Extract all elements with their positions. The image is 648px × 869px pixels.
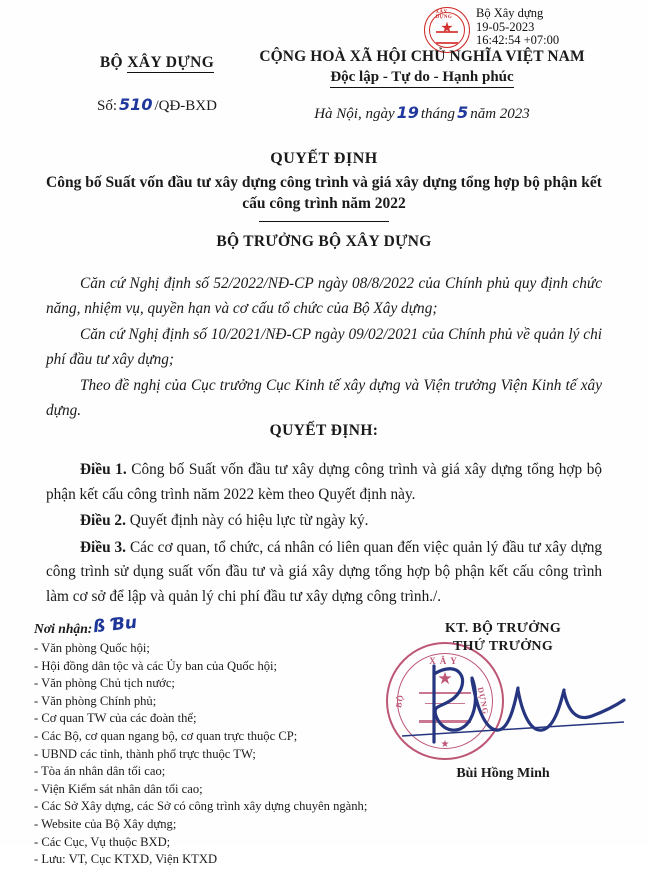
list-item: - UBND các tỉnh, thành phố trực thuộc TW;	[34, 746, 256, 761]
place-and-date	[252, 103, 592, 123]
document-footer	[0, 612, 648, 867]
signatory-title	[378, 620, 628, 656]
document-header	[0, 48, 648, 128]
list-item: - Hội đồng dân tộc và các Ủy ban của Quốc hội;	[34, 658, 278, 673]
article-item	[46, 536, 602, 610]
list-item: - Lưu: VT, Cục KTXD, Viện KTXD	[34, 852, 218, 867]
seal-left-text: BỘ	[393, 693, 406, 709]
signatory-title-line1: KT. BỘ TRƯỞNG	[444, 621, 562, 636]
article-text: Các cơ quan, tổ chức, cá nhân có liên quan đến việc quản lý đầu tư xây dựng công trình sử dụng suất vốn đầu tư và giá xây dựng tổng hợp bộ phận kết cấu công trình làm cơ sở để lập và quản lý chi phí đầu tư xây dựng công trình./.	[46, 538, 602, 605]
document-subtitle: Công bố Suất vốn đầu tư xây dựng công trình và giá xây dựng tổng hợp bộ phận kết cấu công trình năm 2022	[46, 174, 602, 212]
seal-right-text: DỰNG	[475, 686, 491, 716]
national-title: CỘNG HOÀ XÃ HỘI CHỦ NGHĨA VIỆT NAM	[259, 48, 585, 65]
title-divider	[259, 221, 389, 222]
preamble-paragraph: Theo đề nghị của Cục trưởng Cục Kinh tế xây dựng và Viện trưởng Viện Kinh tế xây dựng.	[46, 377, 602, 419]
seal-bottom-star-icon: ★	[440, 739, 450, 750]
recipients-list	[34, 640, 368, 869]
digital-signature-time: 16:42:54 +07:00	[476, 33, 560, 48]
seal-star-icon: ★	[437, 669, 453, 688]
signature-area	[378, 656, 628, 764]
list-item: - Các Cục, Vụ thuộc BXD;	[34, 834, 171, 849]
article-text: Quyết định này có hiệu lực từ ngày ký.	[125, 512, 369, 529]
list-item: - Các Sở Xây dựng, các Sở có công trình xây dựng chuyên ngành;	[34, 799, 368, 814]
national-emblem-seal-icon	[424, 7, 470, 53]
preamble-paragraph: Căn cứ Nghị định số 52/2022/NĐ-CP ngày 08/8/2022 của Chính phủ quy định chức năng, nhiệm vụ, quyền hạn và cơ cấu tổ chức của Bộ Xây dựng;	[46, 275, 602, 317]
list-item: - Tòa án nhân dân tối cao;	[34, 764, 166, 779]
official-round-seal-icon	[386, 642, 504, 760]
issuing-ministry	[62, 54, 252, 72]
document-title-block	[0, 150, 648, 222]
doc-number-value: 510	[119, 95, 153, 114]
signatory-name: Bùi Hồng Minh	[456, 766, 550, 781]
article-label: Điều 2.	[80, 512, 126, 529]
preamble-paragraph: Căn cứ Nghị định số 10/2021/NĐ-CP ngày 09/02/2021 của Chính phủ về quản lý chi phí đầu tư xây dựng;	[46, 326, 602, 368]
article-label: Điều 3.	[80, 538, 127, 556]
article-item	[46, 509, 602, 534]
list-item: - Viện Kiểm sát nhân dân tối cao;	[34, 781, 203, 796]
article-label: Điều 1.	[80, 461, 127, 478]
articles-block	[46, 458, 602, 611]
date-month: 5	[457, 103, 469, 122]
header-left-block	[62, 54, 252, 115]
decision-heading: QUYẾT ĐỊNH:	[269, 422, 379, 439]
doc-number-suffix: /QĐ-BXD	[154, 98, 217, 114]
doc-number-label: Số:	[97, 98, 118, 114]
ministry-name: XÂY DỰNG	[127, 54, 215, 71]
date-day: 19	[396, 103, 419, 122]
handwritten-initial: ß Ɓu	[92, 612, 139, 638]
header-right-block	[252, 48, 592, 123]
seal-top-text: XÂY	[429, 656, 461, 666]
signatory-title-line2: THỨ TRƯỞNG	[452, 639, 554, 654]
list-item: - Văn phòng Chủ tịch nước;	[34, 676, 175, 691]
recipients-label: Nơi nhận:	[34, 621, 93, 636]
issuing-authority: BỘ TRƯỞNG BỘ XÂY DỰNG	[216, 233, 432, 250]
digital-seal-arc-label: XÂY DỰNG	[435, 10, 453, 20]
date-year: năm 2023	[470, 106, 530, 122]
recipients-heading	[34, 612, 139, 638]
digital-signature-org: Bộ Xây dựng	[476, 6, 544, 20]
article-text: Công bố Suất vốn đầu tư xây dựng công trình và giá xây dựng tổng hợp bộ phận kết cấu công trình năm 2022 kèm theo Quyết định này.	[46, 461, 602, 503]
list-item: - Các Bộ, cơ quan ngang bộ, cơ quan trực thuộc CP;	[34, 728, 298, 743]
month-label: tháng	[420, 106, 456, 122]
article-item	[46, 458, 602, 507]
list-item: - Văn phòng Chính phủ;	[34, 693, 157, 708]
star-icon: ★	[440, 20, 454, 37]
list-item: - Cơ quan TW của các đoàn thể;	[34, 711, 197, 726]
place-prefix: Hà Nội, ngày	[314, 106, 395, 122]
ministry-prefix: BỘ	[99, 54, 128, 71]
national-motto: Độc lập - Tự do - Hạnh phúc	[330, 69, 513, 88]
document-number	[62, 95, 252, 115]
list-item: - Văn phòng Quốc hội;	[34, 641, 150, 655]
preamble-block	[46, 272, 602, 425]
page-title: QUYẾT ĐỊNH	[270, 150, 378, 167]
signature-block	[378, 620, 628, 782]
digital-signature-date: 19-05-2023	[476, 19, 535, 34]
recipients-block	[34, 612, 368, 869]
list-item: - Website của Bộ Xây dựng;	[34, 816, 177, 831]
